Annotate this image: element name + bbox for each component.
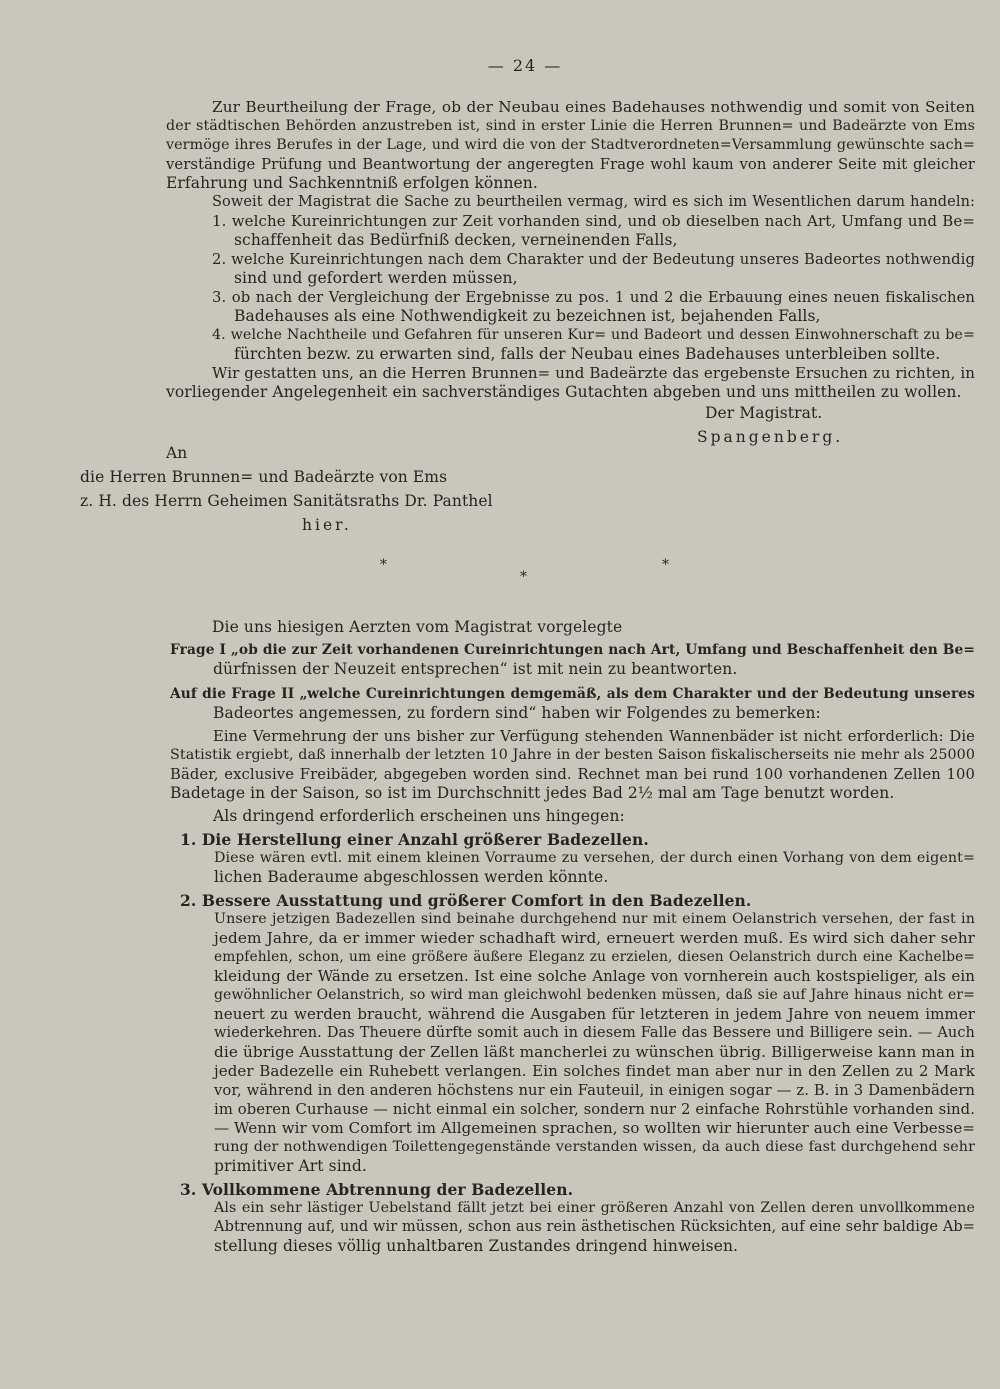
address-line: hier. bbox=[302, 516, 352, 534]
section-line: kleidung der Wände zu ersetzen. Ist eine solche Anlage von vornherein auch kostspieliger, als ein bbox=[214, 967, 975, 985]
list-item-continuation: sind und gefordert werden müssen, bbox=[234, 269, 518, 287]
paragraph-line: Badetage in der Saison, so ist im Durchschnitt jedes Bad 2½ mal am Tage benutzt worden. bbox=[170, 784, 895, 802]
frage-2: Auf die Frage II „welche Cureinrichtungen demgemäß, als dem Charakter und der Bedeutung unseres bbox=[170, 686, 975, 702]
signature-name: Spangenberg. bbox=[697, 428, 844, 446]
letter-line: der städtischen Behörden anzustreben ist, sind in erster Linie die Herren Brunnen= und Badeärzte von Ems bbox=[166, 118, 975, 134]
section-heading-1: 1. Die Herstellung einer Anzahl größerer Badezellen. bbox=[180, 830, 649, 849]
paragraph-line: Eine Vermehrung der uns bisher zur Verfügung stehenden Wannenbäder ist nicht erforderlich: Die bbox=[213, 728, 975, 745]
separator-star: * bbox=[662, 557, 670, 573]
list-item: 1. welche Kureinrichtungen zur Zeit vorhanden sind, und ob dieselben nach Art, Umfang und Be= bbox=[212, 212, 975, 230]
letter-line: verständige Prüfung und Beantwortung der angeregten Frage wohl kaum von anderer Seite mit gleicher bbox=[166, 156, 975, 173]
list-item: 3. ob nach der Vergleichung der Ergebnisse zu pos. 1 und 2 die Erbauung eines neuen fiskalischen bbox=[212, 289, 975, 306]
section-line: Abtrennung auf, und wir müssen, schon aus rein ästhetischen Rücksichten, auf eine sehr baldige Ab= bbox=[214, 1219, 976, 1235]
list-item-continuation: Badehauses als eine Nothwendigkeit zu bezeichnen ist, bejahenden Falls, bbox=[234, 307, 821, 325]
separator-star: * bbox=[380, 557, 388, 573]
section-line: — Wenn wir vom Comfort im Allgemeinen sprachen, so wollten wir hierunter auch eine Verbesse= bbox=[214, 1119, 975, 1137]
address-line: An bbox=[166, 444, 188, 462]
address-line: z. H. des Herrn Geheimen Sanitätsraths Dr. Panthel bbox=[80, 492, 493, 510]
section-line: lichen Baderaume abgeschlossen werden könnte. bbox=[214, 868, 609, 886]
section-line: primitiver Art sind. bbox=[214, 1157, 367, 1175]
page-number: — 24 — bbox=[487, 56, 563, 75]
list-item-continuation: schaffenheit das Bedürfniß decken, verneinenden Falls, bbox=[234, 231, 678, 249]
separator-star: * bbox=[520, 569, 528, 585]
section-line: Diese wären evtl. mit einem kleinen Vorraume zu versehen, der durch einen Vorhang von dem eigent= bbox=[214, 850, 975, 866]
section-line: jedem Jahre, da er immer wieder schadhaft wird, erneuert werden muß. Es wird sich daher sehr bbox=[214, 929, 975, 947]
section-heading-2: 2. Bessere Ausstattung und größerer Comfort in den Badezellen. bbox=[180, 891, 752, 910]
section-heading-3: 3. Vollkommene Abtrennung der Badezellen. bbox=[180, 1180, 574, 1199]
frage-1: Frage I „ob die zur Zeit vorhandenen Cureinrichtungen nach Art, Umfang und Beschaffenheit den Be= bbox=[170, 642, 975, 658]
list-item: 2. welche Kureinrichtungen nach dem Charakter und der Bedeutung unseres Badeortes nothwendig bbox=[212, 251, 975, 268]
section-line: neuert zu werden braucht, während die Ausgaben für letzteren in jedem Jahre von neuem immer bbox=[214, 1005, 975, 1023]
section-line: die übrige Ausstattung der Zellen läßt mancherlei zu wünschen übrig. Billigerweise kann man in bbox=[214, 1043, 975, 1061]
section-line: im oberen Curhause — nicht einmal ein solcher, sondern nur 2 einfache Rohrstühle vorhanden sind. bbox=[214, 1101, 975, 1118]
paragraph-line: Statistik ergiebt, daß innerhalb der letzten 10 Jahre in der besten Saison fiskalischerseits nie mehr als 25000 bbox=[170, 747, 975, 763]
section-line: empfehlen, schon, um eine größere äußere Eleganz zu erzielen, diesen Oelanstrich durch eine Kachelbe= bbox=[214, 949, 975, 965]
list-item-continuation: fürchten bezw. zu erwarten sind, falls der Neubau eines Badehauses unterbleiben sollte. bbox=[234, 345, 941, 363]
section-line: vor, während in den anderen höchstens nur ein Fauteuil, in einigen sogar — z. B. in 3 Damenbädern bbox=[214, 1082, 975, 1099]
section-line: Als ein sehr lästiger Uebelstand fällt jetzt bei einer größeren Anzahl von Zellen deren unvollkommene bbox=[214, 1200, 975, 1216]
section-line: jeder Badezelle ein Ruhebett verlangen. Ein solches findet man aber nur in den Zellen zu 2 Mark bbox=[214, 1062, 975, 1080]
frage-2-continuation: Badeortes angemessen, zu fordern sind“ haben wir Folgendes zu bemerken: bbox=[213, 704, 821, 722]
section-line: Unsere jetzigen Badezellen sind beinahe durchgehend nur mit einem Oelanstrich versehen, der fast in bbox=[214, 911, 975, 927]
letter-line: Zur Beurtheilung der Frage, ob der Neubau eines Badehauses nothwendig und somit von Seiten bbox=[212, 98, 975, 116]
list-item: 4. welche Nachtheile und Gefahren für unseren Kur= und Badeort und dessen Einwohnerschaft zu be= bbox=[212, 327, 975, 343]
section-line: wiederkehren. Das Theuere dürfte somit auch in diesem Falle das Bessere und Billigere sein. — Auch bbox=[214, 1025, 975, 1041]
letter-line: Soweit der Magistrat die Sache zu beurtheilen vermag, wird es sich im Wesentlichen darum handeln: bbox=[212, 194, 975, 210]
answer-intro: Die uns hiesigen Aerzten vom Magistrat vorgelegte bbox=[212, 618, 623, 636]
section-line: rung der nothwendigen Toilettengegenstände verstanden wissen, da auch diese fast durchgehend sehr bbox=[214, 1139, 975, 1155]
signature-title: Der Magistrat. bbox=[705, 404, 823, 422]
letter-line: vorliegender Angelegenheit ein sachverständiges Gutachten abgeben und uns mittheilen zu wollen. bbox=[166, 383, 962, 401]
letter-line: Wir gestatten uns, an die Herren Brunnen= und Badeärzte das ergebenste Ersuchen zu richten, in bbox=[212, 364, 976, 382]
frage-1-continuation: dürfnissen der Neuzeit entsprechen“ ist mit nein zu beantworten. bbox=[213, 660, 738, 678]
address-line: die Herren Brunnen= und Badeärzte von Ems bbox=[80, 468, 448, 486]
letter-line: Erfahrung und Sachkenntniß erfolgen können. bbox=[166, 174, 538, 192]
paragraph-line: Bäder, exclusive Freibäder, abgegeben worden sind. Rechnet man bei rund 100 vorhandenen Zellen 100 bbox=[170, 766, 975, 783]
letter-line: vermöge ihres Berufes in der Lage, und wird die von der Stadtverordneten=Versammlung gewünschte sach= bbox=[166, 137, 975, 153]
paragraph-line: Als dringend erforderlich erscheinen uns hingegen: bbox=[213, 807, 625, 825]
section-line: stellung dieses völlig unhaltbaren Zustandes dringend hinweisen. bbox=[214, 1237, 739, 1255]
section-line: gewöhnlicher Oelanstrich, so wird man gleichwohl bedenken müssen, daß sie auf Jahre hinaus nicht er= bbox=[214, 987, 975, 1003]
